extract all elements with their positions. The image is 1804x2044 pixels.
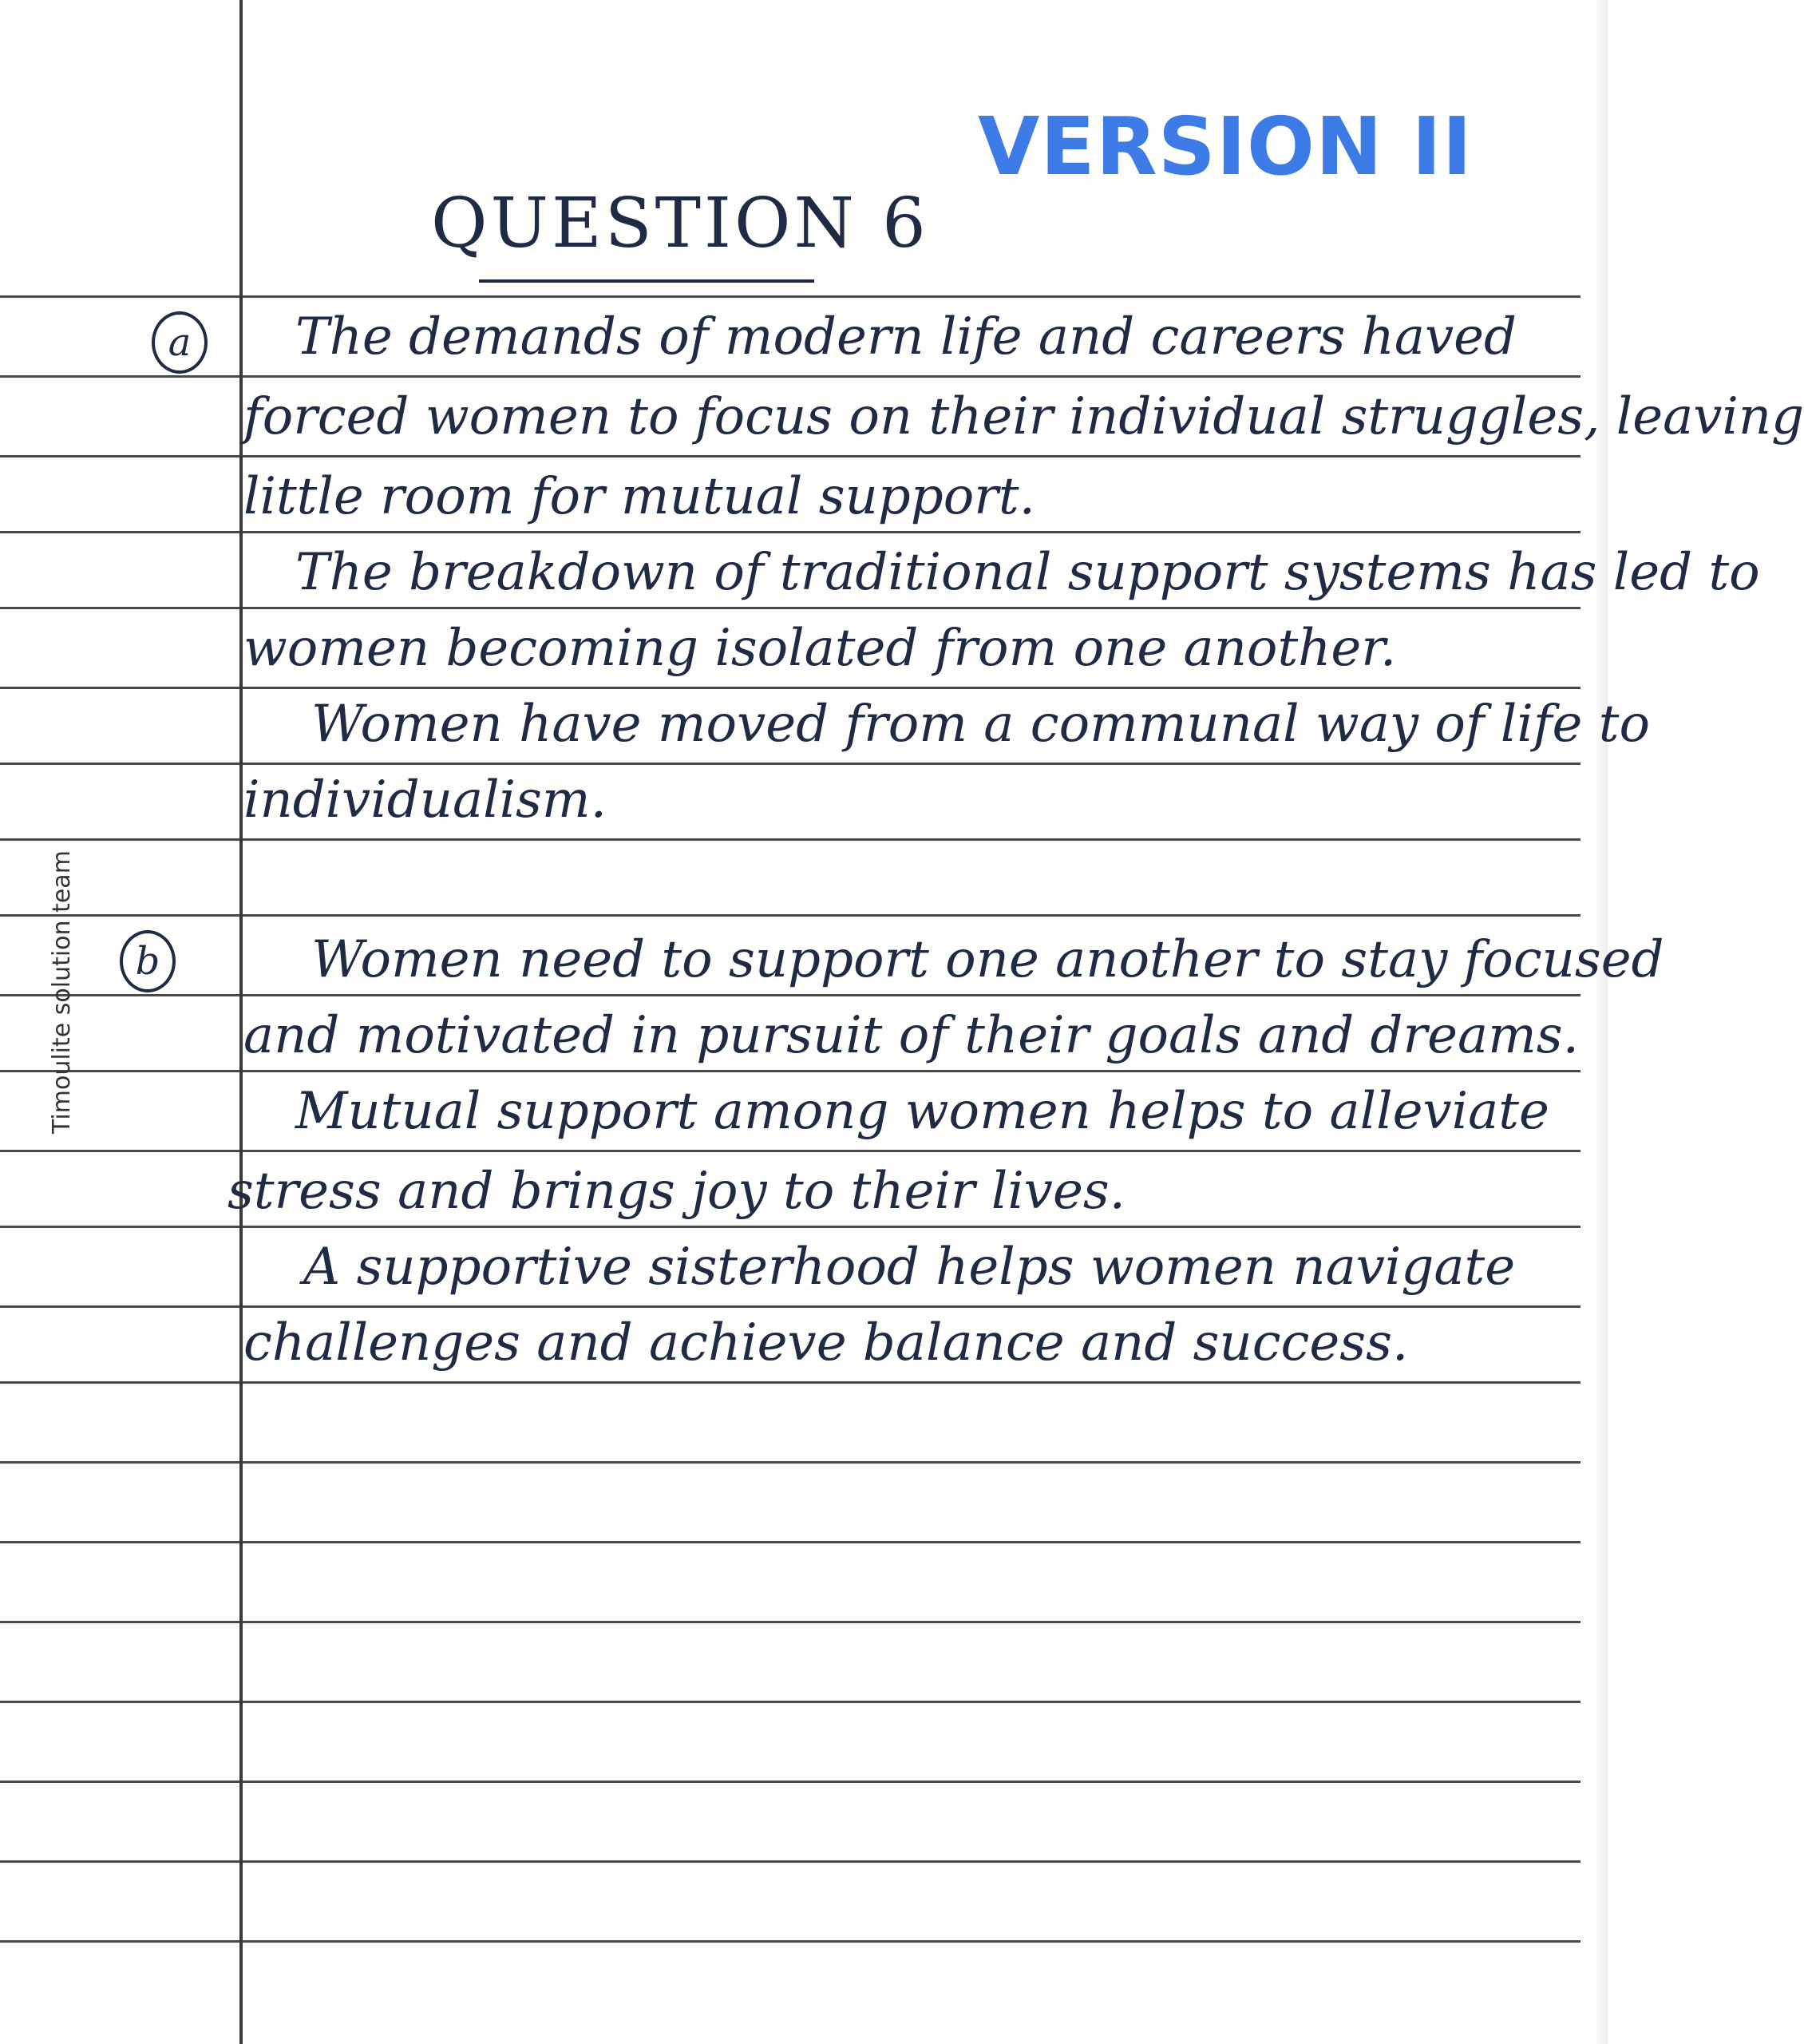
ruled-line [0,1305,1580,1308]
ruled-line [0,914,1580,917]
part-a-marker: a [152,311,208,374]
ruled-line [0,1781,1580,1783]
ruled-line [0,1621,1580,1623]
heading-underline [479,279,814,283]
ruled-line [0,838,1580,841]
margin-line [239,0,243,2044]
ruled-line [0,1461,1580,1464]
part-b-marker: b [120,930,176,992]
ruled-line [0,295,1580,298]
ruled-line [0,1070,1580,1072]
answer-line: A supportive sisterhood helps women navigate [303,1238,1516,1297]
answer-line: individualism. [243,770,607,830]
ruled-line [0,455,1580,458]
page-edge [1593,0,1608,2044]
answer-line: Women have moved from a communal way of life to [311,695,1650,754]
ruled-line [0,1381,1580,1384]
ruled-line [0,375,1580,378]
ruled-line [0,607,1580,609]
version-label: VERSION II [978,100,1473,193]
ruled-line [0,1541,1580,1543]
side-note: Timoulite solution team [48,850,76,1134]
answer-line: and motivated in pursuit of their goals and dreams. [243,1006,1579,1065]
ruled-line [0,531,1580,533]
ruled-line [0,1150,1580,1152]
ruled-line [0,994,1580,996]
answer-line: The demands of modern life and careers haved [295,307,1517,366]
answer-line: stress and brings joy to their lives. [227,1162,1126,1221]
answer-line: The breakdown of traditional support systems has led to [295,543,1760,602]
ruled-line [0,1860,1580,1863]
answer-line: forced women to focus on their individual struggles, leaving [243,387,1804,446]
answer-line: challenges and achieve balance and success. [243,1313,1409,1373]
ruled-line [0,1940,1580,1943]
answer-line: Mutual support among women helps to alleviate [295,1082,1549,1141]
ruled-line [0,687,1580,689]
answer-line: women becoming isolated from one another. [243,619,1397,678]
ruled-line [0,763,1580,765]
question-heading: QUESTION 6 [431,184,929,263]
ruled-line [0,1226,1580,1228]
ruled-line [0,1701,1580,1703]
answer-line: Women need to support one another to stay focused [311,930,1664,989]
answer-line: little room for mutual support. [243,467,1035,526]
